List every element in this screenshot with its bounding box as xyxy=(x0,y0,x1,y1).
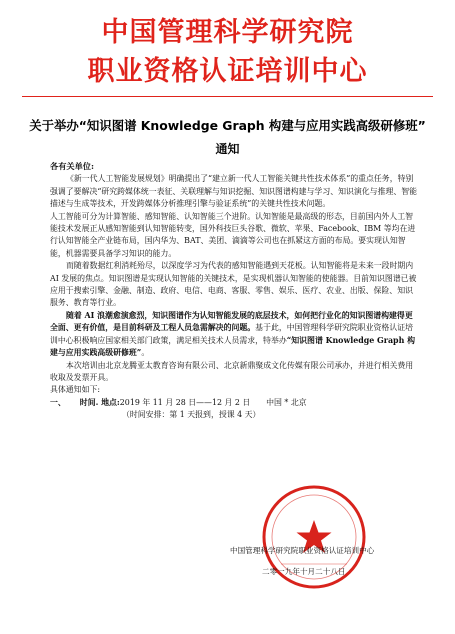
item-1-label: 时间. 地点: xyxy=(79,397,120,407)
letterhead-line-1: 中国管理科学研究院 xyxy=(101,17,354,48)
paragraph-2: 人工智能可分为计算智能、感知智能、认知智能三个进阶。认知智能是最高级的形态，目前国内外人工智能技术发展正从感知智能到认知智能转变，国外科技巨头谷歌、微软、苹果、Facebook、IBM 等均在进行认知智能全产业链布局，国内华为、BAT、美团、滴滴等公司也在抓紧这方面的布局。要实现认知智能，机器需要具备学习知识的能力。 xyxy=(50,211,416,258)
paragraph-4-bold: 随着 AI 浪潮愈演愈烈，知识图谱作为认知智能发展的底层技术，如何把行业化的知识图谱构建得更全面、更有价值，是目前科研及工程人员急需解决的问题。 xyxy=(50,310,413,333)
paragraph-1: 《新一代人工智能发展规划》明确提出了“建立新一代人工智能关键共性技术体系”的重点任务，特别强调了要解决“研究跨媒体统一表征、关联理解与知识挖掘、知识图谱构建与学习、知识演化与推理、智能描述与生成等技术，开发跨媒体分析推理引擎与验证系统”的关键共性技术问题。 xyxy=(50,174,418,209)
item-1 xyxy=(50,397,420,409)
item-1-schedule: （时间安排：第 1 天报到，授课 4 天） xyxy=(122,410,261,420)
item-1-value: 2019 年 11 月 28 日——12 月 2 日 中国 * 北京 xyxy=(119,397,307,407)
notice-intro: 具体通知如下: xyxy=(50,385,101,395)
paragraph-4-course-name: “知识图谱 Knowledge Graph 构建与应用实践高级研修班” xyxy=(50,335,415,358)
document-subtitle: 通知 xyxy=(215,142,240,156)
paragraph-4-normal: 基于此，中国管理科学研究院职业资格认证培训中心积极响应国家相关部门政策，满足相关技术人员需求，特举办 xyxy=(50,323,413,345)
paragraph-4 xyxy=(50,310,420,360)
issuing-organization: 中国管理科学研究院职业资格认证培训中心 xyxy=(230,546,375,555)
issue-date: 二零一九年十月二十八日 xyxy=(262,567,346,576)
letterhead-divider xyxy=(22,96,433,97)
document-body xyxy=(50,160,420,422)
paragraph-undertake: 本次培训由北京龙腾亚太教育咨询有限公司、北京新鼎聚成文化传媒有限公司承办，并进行相关费用收取及发票开具。 xyxy=(50,360,414,382)
salutation: 各有关单位: xyxy=(50,161,94,171)
item-1-number: 一、 xyxy=(50,397,66,407)
letterhead xyxy=(0,0,455,96)
paragraph-3: 而随着数据红利消耗殆尽，以深度学习为代表的感知智能遇到天花板。认知智能将是未来一段时期内 AI 发展的焦点。知识图谱是实现认知智能的关键技术，是实现机器认知智能的使能器。目前知识图谱已被应用于搜索引擎、金融、制造、政府、电信、电商、客服、零售、娱乐、医疗、农业、出版、保险、知识服务、教育等行业。 xyxy=(50,261,417,308)
paragraph-4-end: 。 xyxy=(141,348,150,358)
document-title: 关于举办“知识图谱 Knowledge Graph 构建与应用实践高级研修班” xyxy=(29,118,426,133)
letterhead-line-2: 职业资格认证培训中心 xyxy=(87,56,368,87)
